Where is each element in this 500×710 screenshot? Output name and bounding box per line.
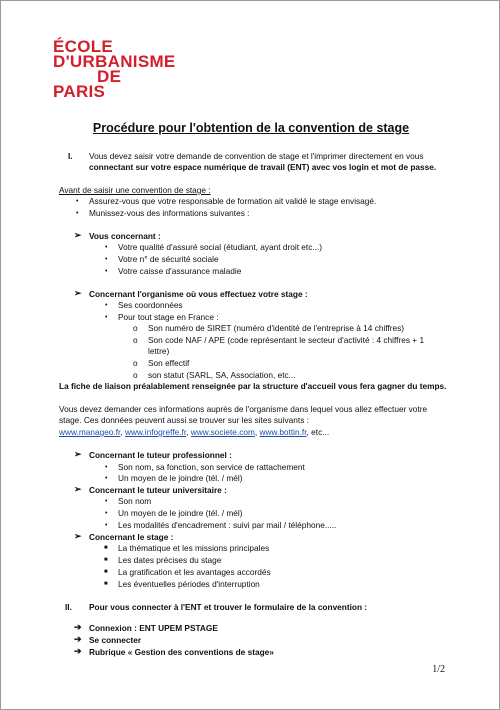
arrow-icon: ➢	[74, 449, 82, 459]
logo-line-1: ÉCOLE	[53, 37, 114, 56]
section-1-line-1: Vous devez saisir votre demande de convention de stage et l'imprimer directement en vous	[89, 151, 424, 161]
org-item: Ses coordonnées	[118, 300, 183, 310]
link-manageo[interactable]: www.manageo.fr	[59, 427, 121, 437]
logo-line-2: D'URBANISME	[53, 52, 176, 71]
logo-line-4: PARIS	[53, 82, 106, 101]
circle-bullet-icon: o	[133, 335, 138, 345]
arrow-right-icon: ➔	[74, 634, 82, 644]
bullet-icon: •	[105, 475, 108, 482]
separator: ,	[120, 427, 125, 437]
square-bullet-icon: ■	[104, 545, 108, 551]
tuteur-pro-heading: Concernant le tuteur professionnel :	[89, 450, 232, 460]
stage-item: Les éventuelles périodes d'interruption	[118, 579, 260, 589]
org-subitem: Son effectif	[148, 358, 190, 368]
circle-bullet-icon: o	[133, 323, 138, 333]
arrow-icon: ➢	[74, 531, 82, 541]
org-item: Pour tout stage en France :	[118, 312, 219, 322]
bullet-icon: •	[105, 256, 108, 263]
bullet-icon: •	[105, 314, 108, 321]
tuteur-pro-item: Un moyen de le joindre (tél. / mél)	[118, 473, 243, 483]
vous-item: Votre n° de sécurité sociale	[118, 254, 219, 264]
link-societe[interactable]: www.societe.com	[190, 427, 255, 437]
school-logo	[53, 39, 176, 99]
bullet-icon: •	[105, 268, 108, 275]
arrow-icon: ➢	[74, 288, 82, 298]
section-1-line-2: connectant sur votre espace numérique de travail (ENT) avec vos login et mot de passe.	[89, 162, 437, 172]
step-item: Se connecter	[89, 635, 142, 645]
demande-line-2: stage. Ces données peuvent aussi se trouver sur les sites suivants :	[59, 415, 309, 425]
arrow-right-icon: ➔	[74, 622, 82, 632]
arrow-icon: ➢	[74, 230, 82, 240]
demande-line-1: Vous devez demander ces informations auprès de l'organisme dans lequel vous allez effectuer votre	[59, 404, 428, 414]
site-links	[59, 427, 329, 438]
bullet-icon: •	[76, 198, 79, 205]
section-2-number: II.	[65, 602, 72, 612]
tuteur-pro-item: Son nom, sa fonction, son service de rattachement	[118, 462, 305, 472]
bullet-icon: •	[105, 498, 108, 505]
page-title: Procédure pour l'obtention de la convention de stage	[92, 121, 410, 135]
bullet-icon: •	[76, 210, 79, 217]
avant-item-2: Munissez-vous des informations suivantes :	[89, 208, 250, 218]
bullet-icon: •	[105, 522, 108, 529]
vous-item: Votre qualité d'assuré social (étudiant, ayant droit etc...)	[118, 242, 323, 252]
tuteur-univ-item: Les modalités d'encadrement : suivi par mail / téléphone.....	[118, 520, 337, 530]
org-subitem: Son code NAF / APE (code représentant le secteur d'activité : 4 chiffres + 1	[148, 335, 425, 345]
step-item: Connexion : ENT UPEM PSTAGE	[89, 623, 218, 633]
vous-item: Votre caisse d'assurance maladie	[118, 266, 242, 276]
bullet-icon: •	[105, 302, 108, 309]
stage-item: La thématique et les missions principales	[118, 543, 270, 553]
page-number: 1/2	[432, 664, 445, 675]
etc-text: , etc...	[306, 427, 330, 437]
bullet-icon: •	[105, 510, 108, 517]
fiche-note: La fiche de liaison préalablement renseignée par la structure d'accueil vous fera gagner du temps.	[59, 381, 447, 391]
vous-heading: Vous concernant :	[89, 231, 161, 241]
bullet-icon: •	[105, 244, 108, 251]
avant-heading: Avant de saisir une convention de stage :	[59, 185, 211, 195]
avant-item-1: Assurez-vous que votre responsable de formation ait validé le stage envisagé.	[89, 196, 377, 206]
logo-line-3: DE	[97, 67, 122, 86]
link-bottin[interactable]: www.bottin.fr	[259, 427, 307, 437]
stage-item: La gratification et les avantages accordés	[118, 567, 271, 577]
square-bullet-icon: ■	[104, 569, 108, 575]
arrow-icon: ➢	[74, 484, 82, 494]
org-subitem: Son numéro de SIRET (numéro d'identité de l'entreprise à 14 chiffres)	[148, 323, 405, 333]
circle-bullet-icon: o	[133, 370, 138, 380]
stage-heading: Concernant le stage :	[89, 532, 174, 542]
org-heading: Concernant l'organisme où vous effectuez votre stage :	[89, 289, 308, 299]
separator: ,	[254, 427, 260, 437]
section-2-heading: Pour vous connecter à l'ENT et trouver le formulaire de la convention :	[89, 602, 368, 612]
tuteur-univ-item: Son nom	[118, 496, 152, 506]
org-subitem-cont: lettre)	[148, 346, 170, 356]
bullet-icon: •	[105, 464, 108, 471]
tuteur-univ-heading: Concernant le tuteur universitaire :	[89, 485, 227, 495]
tuteur-univ-item: Un moyen de le joindre (tél. / mél)	[118, 508, 243, 518]
link-infogreffe[interactable]: www.infogreffe.fr	[124, 427, 187, 437]
step-item: Rubrique « Gestion des conventions de stage»	[89, 647, 274, 657]
org-subitem: son statut (SARL, SA, Association, etc...	[148, 370, 296, 380]
circle-bullet-icon: o	[133, 358, 138, 368]
square-bullet-icon: ■	[104, 581, 108, 587]
stage-item: Les dates précises du stage	[118, 555, 222, 565]
square-bullet-icon: ■	[104, 557, 108, 563]
section-1-number: I.	[68, 151, 73, 161]
separator: ,	[186, 427, 191, 437]
arrow-right-icon: ➔	[74, 646, 82, 656]
